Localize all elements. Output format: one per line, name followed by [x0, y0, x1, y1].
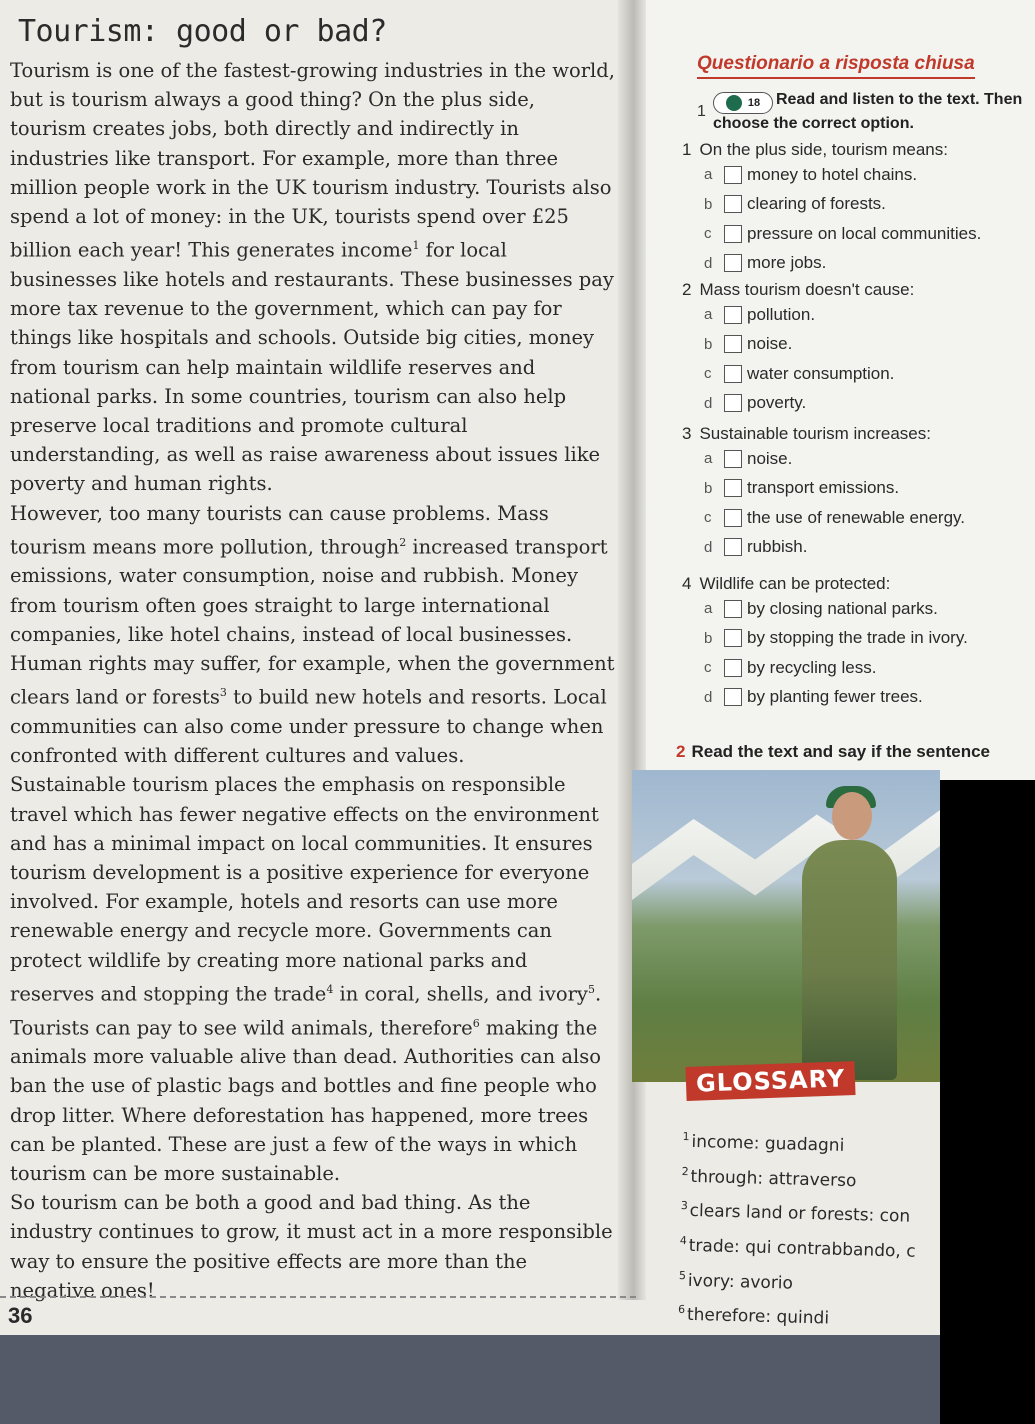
answer-checkbox[interactable] [724, 195, 742, 213]
option-text: noise. [747, 334, 793, 354]
glossary-number: 1 [682, 1129, 690, 1144]
option-text: clearing of forests. [747, 194, 886, 214]
option-text: money to hotel chains. [747, 164, 918, 184]
black-background [940, 780, 1035, 1424]
answer-option[interactable] [704, 249, 1022, 279]
question-1 [682, 140, 1022, 278]
page-number: 36 [8, 1303, 33, 1328]
table-surface [0, 1335, 940, 1424]
glossary-text: income: guadagni [691, 1131, 845, 1156]
question-number: 3 [682, 424, 692, 443]
answer-checkbox[interactable] [724, 254, 742, 272]
question-number: 1 [682, 140, 692, 159]
play-icon [726, 95, 742, 111]
article-paragraph: Sustainable tourism places the emphasis on responsible travel which has fewer negative effects on the environment and has a minimal impact on local communities. It ensures tourism development is a positive experience for everyone involved. For example, hotels and resorts can use more renewable energy and recycle more. Governments can protect wildlife by creating more national parks and reserves and stopping the trade$^4$ in coral, shells, and ivory$^5$. Tourists can pay to see wild animals, therefore$^6$ making the animals more valuable alive than dead. Authorities can also ban the use of plastic bags and bottles and fine people who drop litter. Where deforestation has happened, more trees can be planted. These are just a few of the ways in which tourism can be more sustainable. [10, 773, 602, 1186]
answer-option[interactable] [704, 444, 1022, 474]
option-letter: c [704, 509, 712, 527]
answer-option[interactable] [704, 503, 1022, 533]
exercise-2-instruction: 2 Read the text and say if the sentence [676, 742, 991, 761]
answer-checkbox[interactable] [724, 629, 742, 647]
option-letter: a [704, 600, 713, 618]
question-stem [682, 424, 1022, 444]
answer-option[interactable] [704, 330, 1022, 360]
article-title: Tourism: good or bad? [18, 14, 387, 49]
option-text: more jobs. [747, 253, 827, 273]
article-body [10, 56, 616, 1305]
question-stem [682, 140, 1022, 160]
glossary-number: 6 [677, 1303, 686, 1317]
answer-checkbox[interactable] [724, 306, 742, 324]
answer-option[interactable] [704, 683, 1022, 713]
glossary-entry [678, 1295, 936, 1336]
answer-checkbox[interactable] [724, 538, 742, 556]
option-letter: b [704, 335, 713, 353]
question-stem [682, 574, 1022, 594]
answer-option[interactable] [704, 653, 1022, 683]
audio-track-button[interactable] [713, 92, 773, 114]
answer-option[interactable] [704, 190, 1022, 220]
track-number: 18 [747, 97, 761, 109]
answer-checkbox[interactable] [724, 225, 742, 243]
option-text: the use of renewable energy. [747, 507, 965, 527]
question-4 [682, 574, 1022, 712]
option-text: by stopping the trade in ivory. [747, 628, 968, 648]
question-3 [682, 424, 1022, 562]
dashed-divider [0, 1296, 636, 1298]
option-letter: d [704, 394, 713, 412]
glossary-number: 4 [679, 1233, 688, 1248]
question-number: 2 [682, 280, 692, 299]
option-text: transport emissions. [747, 478, 900, 498]
answer-checkbox[interactable] [724, 394, 742, 412]
exercise-instruction: Read and listen to the text. Then choose the correct option. [713, 91, 1023, 132]
answer-option[interactable] [704, 624, 1022, 654]
option-letter: a [704, 450, 713, 468]
answer-checkbox[interactable] [724, 659, 742, 677]
question-text: On the plus side, tourism means: [699, 140, 948, 159]
option-letter: b [704, 195, 713, 213]
answer-option[interactable] [704, 389, 1022, 419]
glossary-text: through: attraverso [690, 1166, 857, 1191]
option-letter: d [704, 538, 713, 556]
answer-option[interactable] [704, 474, 1022, 504]
answer-checkbox[interactable] [724, 166, 742, 184]
answer-checkbox[interactable] [724, 688, 742, 706]
answer-option[interactable] [704, 300, 1022, 330]
option-text: by planting fewer trees. [747, 687, 923, 707]
option-letter: b [704, 629, 713, 647]
answer-option[interactable] [704, 594, 1022, 624]
article-paragraph: However, too many tourists can cause problems. Mass tourism means more pollution, through$^2$ increased transport emissions, water consumption, noise and rubbish. Money from tourism often goes straight to large international companies, like hotel chains, instead of local businesses. Human rights may suffer, for example, when the government clears land or forests$^3$ to build new hotels and resorts. Local communities can also come under pressure to change when confronted with different cultures and values. [10, 501, 615, 768]
article-paragraph: So tourism can be both a good and bad thing. As the industry continues to grow, it must act in a more responsible way to ensure the positive effects are more than the negative ones! [10, 1191, 613, 1302]
exercise-2-number: 2 [676, 742, 686, 761]
option-text: by recycling less. [747, 657, 877, 677]
option-text: poverty. [747, 393, 807, 413]
question-number: 4 [682, 574, 692, 593]
glossary-text: ivory: avorio [687, 1270, 794, 1294]
ranger-figure [802, 840, 897, 1080]
option-text: water consumption. [747, 363, 895, 383]
question-text: Mass tourism doesn't cause: [699, 280, 915, 299]
option-text: pollution. [747, 304, 816, 324]
answer-option[interactable] [704, 533, 1022, 563]
ranger-head [832, 792, 872, 840]
answer-checkbox[interactable] [724, 335, 742, 353]
glossary-text: clears land or forests: con [689, 1201, 911, 1227]
question-text: Sustainable tourism increases: [699, 424, 931, 443]
exercise-heading: Questionario a risposta chiusa [697, 53, 975, 79]
question-text: Wildlife can be protected: [699, 574, 891, 593]
book-gutter [618, 0, 646, 1300]
answer-checkbox[interactable] [724, 600, 742, 618]
question-stem [682, 280, 1022, 300]
option-text: rubbish. [747, 537, 808, 557]
option-letter: c [704, 225, 712, 243]
glossary-title: GLOSSARY [685, 1061, 855, 1101]
answer-checkbox[interactable] [724, 450, 742, 468]
glossary-number: 5 [678, 1268, 687, 1282]
glossary-number: 3 [680, 1199, 688, 1213]
answer-option[interactable] [704, 359, 1022, 389]
option-letter: a [704, 166, 713, 184]
glossary-text: trade: qui contrabbando, c [688, 1235, 916, 1262]
option-letter: a [704, 306, 713, 324]
option-letter: c [704, 659, 712, 677]
answer-checkbox[interactable] [724, 365, 742, 383]
answer-option[interactable] [704, 160, 1022, 190]
option-text: by closing national parks. [747, 598, 938, 618]
glossary-text: therefore: quindi [686, 1305, 830, 1329]
park-ranger-photo [632, 770, 940, 1082]
glossary-number: 2 [681, 1164, 689, 1178]
option-text: noise. [747, 448, 793, 468]
exercise-number: 1 [697, 103, 706, 120]
answer-checkbox[interactable] [724, 509, 742, 527]
option-letter: c [704, 365, 712, 383]
question-2 [682, 280, 1022, 418]
option-letter: d [704, 254, 713, 272]
glossary-list [678, 1122, 940, 1337]
answer-option[interactable] [704, 219, 1022, 249]
option-letter: b [704, 479, 713, 497]
answer-checkbox[interactable] [724, 479, 742, 497]
article-paragraph: Tourism is one of the fastest-growing industries in the world, but is tourism always a good thing? On the plus side, tourism creates jobs, both directly and indirectly in industries like transport. For example, more than three million people work in the UK tourism industry. Tourists also spend a lot of money: in the UK, tourists spend over £25 billion each year! This generates income$^1$ for local businesses like hotels and restaurants. These businesses pay more tax revenue to the government, which can pay for things like hospitals and schools. Outside big cities, money from tourism can help maintain wildlife reserves and national parks. In some countries, tourism can also help preserve local traditions and promote cultural understanding, as well as raise awareness about issues like poverty and human rights. [10, 59, 615, 496]
option-text: pressure on local communities. [747, 223, 982, 243]
option-letter: d [704, 688, 713, 706]
